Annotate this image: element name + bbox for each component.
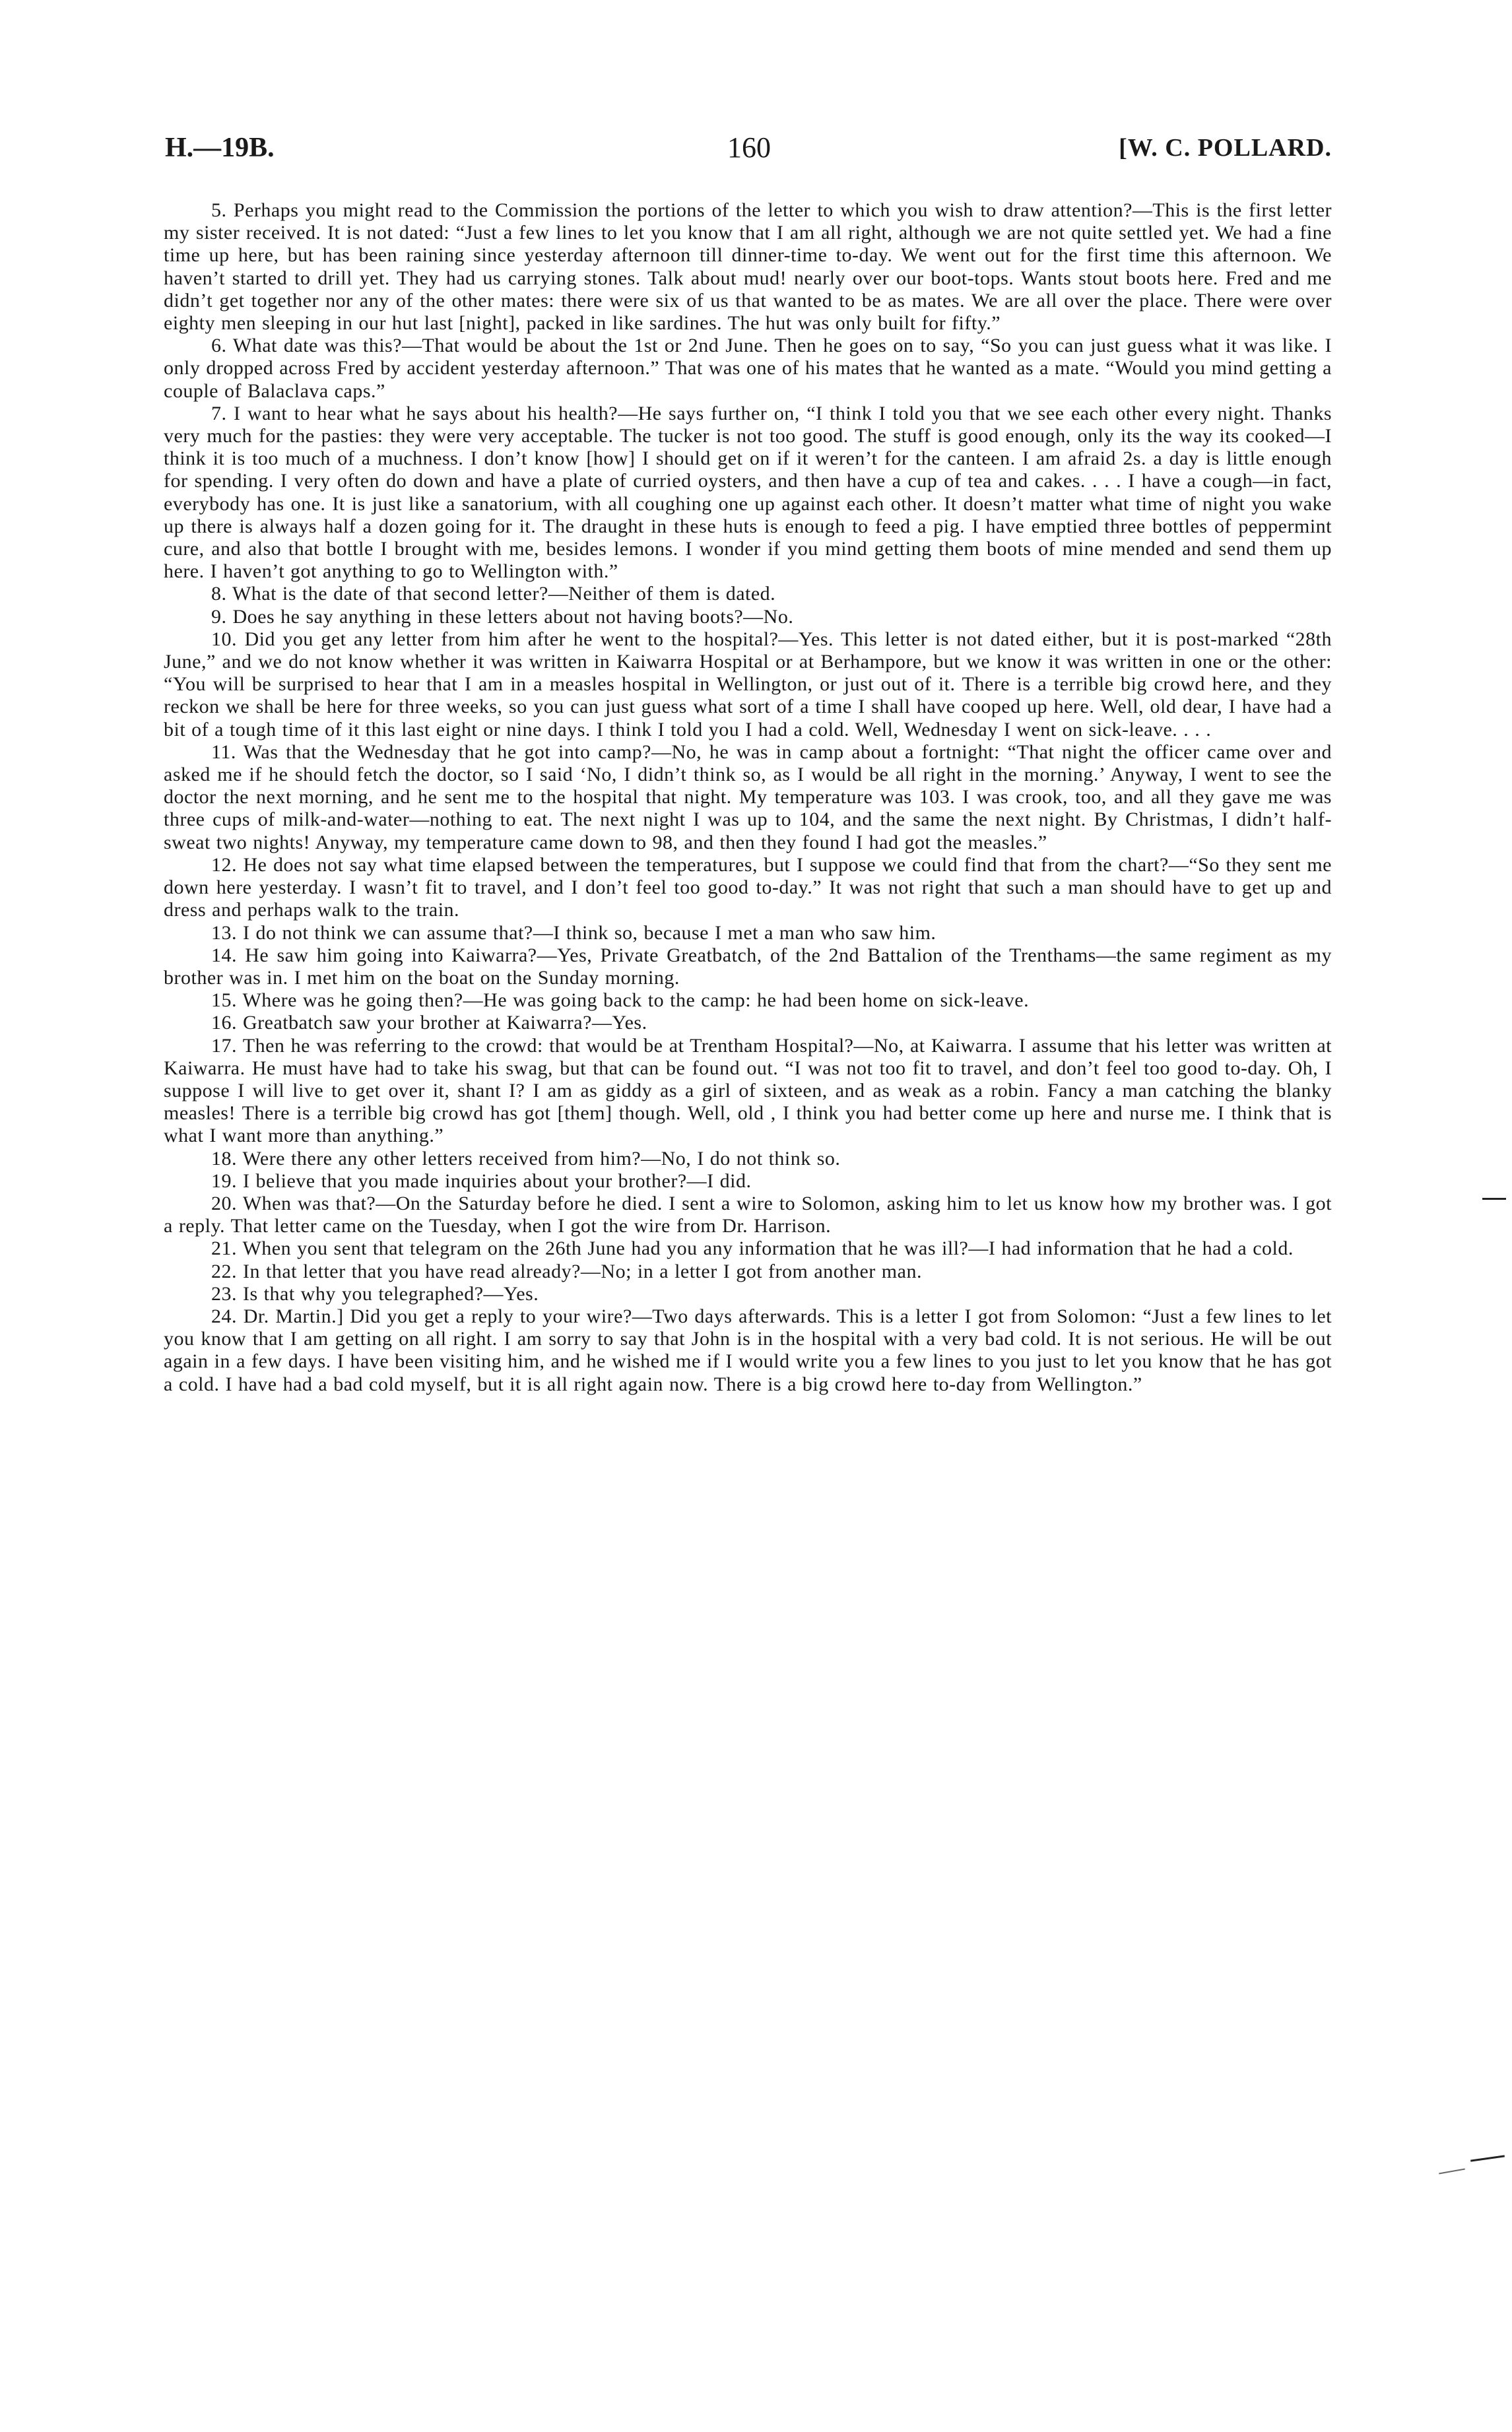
paragraph-22: 22. In that letter that you have read already?—No; in a letter I got from another man. bbox=[211, 1260, 922, 1282]
paragraph-7: 7. I want to hear what he says about his health?—He says further on, “I think I told you that we see each other every night. Thanks very much for the pasties: they were very acceptable. The tucker is not too good. The stuff is good enough, only its the way its cooked—I think it is too much of a muchness. I don’t know [how] I should get on if it weren’t for the canteen. I am afraid 2s. a day is little enough for spending. I very often do down and have a plate of curried oysters, and then have a cup of tea and cakes. . . . I have a cough—in fact, everybody has one. It is just like a sanatorium, with all coughing one up against each other. It doesn’t matter what time of night you wake up there is always half a dozen going for it. The draught in these huts is enough to feed a pig. I have emptied three bottles of peppermint cure, and also that bottle I brought with me, besides lemons. I wonder if you mind getting them boots of mine mended and send them up here. I haven’t got anything to go to Wellington with.” bbox=[164, 402, 1332, 583]
paragraph-19: 19. I believe that you made inquiries about your brother?—I did. bbox=[211, 1169, 752, 1192]
page-header bbox=[164, 129, 1332, 172]
paragraph-13: 13. I do not think we can assume that?—I think so, because I met a man who saw him. bbox=[211, 921, 937, 944]
paragraph-23: 23. Is that why you telegraphed?—Yes. bbox=[211, 1282, 539, 1305]
paragraph-20: 20. When was that?—On the Saturday before he died. I sent a wire to Solomon, asking him to let us know how my brother was. I got a reply. That letter came on the Tuesday, when I got the wire from Dr. Harrison. bbox=[164, 1192, 1332, 1237]
paragraph-21: 21. When you sent that telegram on the 26th June had you any information that he was ill?—I had information that he had a cold. bbox=[211, 1237, 1294, 1260]
page-number: 160 bbox=[727, 131, 771, 164]
margin-mark bbox=[1439, 2169, 1465, 2175]
paper-reference: H.—19B. bbox=[165, 133, 275, 163]
paragraph-16: 16. Greatbatch saw your brother at Kaiwarra?—Yes. bbox=[211, 1012, 647, 1034]
paragraph-15: 15. Where was he going then?—He was going back to the camp: he had been home on sick-leave. bbox=[211, 989, 1030, 1012]
paragraph-11: 11. Was that the Wednesday that he got into camp?—No, he was in camp about a fortnight: “That night the officer came over and asked me if he should fetch the doctor, so I said ‘No, I didn’t think so, as I would be all right in the morning.’ Anyway, I went to see the doctor the next morning, and he sent me to the hospital that night. My temperature was 103. I was crook, too, and all they gave me was three cups of milk-and-water—nothing to eat. The next night I was up to 104, and the same the next night. By Christmas, I didn’t half-sweat two nights! Anyway, my temperature came down to 98, and then they found I had got the measles.” bbox=[164, 740, 1332, 853]
paragraph-8: 8. What is the date of that second letter?—Neither of them is dated. bbox=[211, 583, 776, 605]
paragraph-6: 6. What date was this?—That would be about the 1st or 2nd June. Then he goes on to say, “So you can just guess what it was like. I only dropped across Fred by accident yesterday afternoon.” That was one of his mates that he wanted as a mate. “Would you mind getting a couple of Balaclava caps.” bbox=[164, 335, 1332, 402]
paragraph-5: 5. Perhaps you might read to the Commission the portions of the letter to which you wish to draw attention?—This is the first letter my sister received. It is not dated: “Just a few lines to let you know that I am all right, although we are not quite settled yet. We had a fine time up here, but has been raining since yesterday afternoon till dinner-time to-day. We went out for the first time this afternoon. We haven’t started to drill yet. They had us carrying stones. Talk about mud! nearly over our boot-tops. Wants stout boots here. Fred and me didn’t get together nor any of the other mates: there were six of us that wanted to be as mates. We are all over the place. There were over eighty men sleeping in our hut last [night], packed in like sardines. The hut was only built for fifty.” bbox=[164, 199, 1332, 335]
margin-mark bbox=[1482, 1198, 1506, 1200]
testimony-body bbox=[164, 199, 1332, 1396]
paragraph-10: 10. Did you get any letter from him after he went to the hospital?—Yes. This letter is not dated either, but it is post-marked “28th June,” and we do not know whether it was written in Kaiwarra Hospital or at Berhampore, but we know it was written in one or the other: “You will be surprised to hear that I am in a measles hospital in Wellington, or just out of it. There is a terrible big crowd here, and they reckon we shall be here for three weeks, so you can just guess what sort of a time I shall have cooped up here. Well, old dear, I have had a bit of a tough time of it this last eight or nine days. I think I told you I had a cold. Well, Wednesday I went on sick-leave. . . . bbox=[164, 628, 1332, 740]
paragraph-14: 14. He saw him going into Kaiwarra?—Yes, Private Greatbatch, of the 2nd Battalion of the Trenthams—the same regiment as my brother was in. I met him on the boat on the Sunday morning. bbox=[164, 944, 1332, 989]
paragraph-9: 9. Does he say anything in these letters about not having boots?—No. bbox=[211, 605, 794, 628]
paragraph-18: 18. Were there any other letters received from him?—No, I do not think so. bbox=[211, 1147, 841, 1169]
witness-name: [W. C. POLLARD. bbox=[1119, 134, 1332, 162]
paragraph-24: 24. Dr. Martin.] Did you get a reply to your wire?—Two days afterwards. This is a letter I got from Solomon: “Just a few lines to let you know that I am getting on all right. I am sorry to say that John is in the hospital with a very bad cold. It is not serious. He will be out again in a few days. I have been visiting him, and he wished me if I would write you a few lines to you just to let you know that he has got a cold. I have had a bad cold myself, but it is all right again now. There is a big crowd here to-day from Wellington.” bbox=[164, 1305, 1332, 1395]
margin-mark bbox=[1470, 2155, 1505, 2161]
document-page bbox=[164, 129, 1332, 1396]
paragraph-17: 17. Then he was referring to the crowd: that would be at Trentham Hospital?—No, at Kaiwarra. I assume that his letter was written at Kaiwarra. He must have had to take his swag, but that can be found out. “I was not too fit to travel, and don’t feel too good to-day. Oh, I suppose I will live to get over it, shant I? I am as giddy as a girl of sixteen, and as weak as a robin. Fancy a man catching the blanky measles! There is a terrible big crowd has got [them] though. Well, old , I think you had better come up here and nurse me. I think that is what I want more than anything.” bbox=[164, 1034, 1332, 1147]
paragraph-12: 12. He does not say what time elapsed between the temperatures, but I suppose we could find that from the chart?—“So they sent me down here yesterday. I wasn’t fit to travel, and I don’t feel too good to-day.” It was not right that such a man should have to get up and dress and perhaps walk to the train. bbox=[164, 853, 1332, 921]
